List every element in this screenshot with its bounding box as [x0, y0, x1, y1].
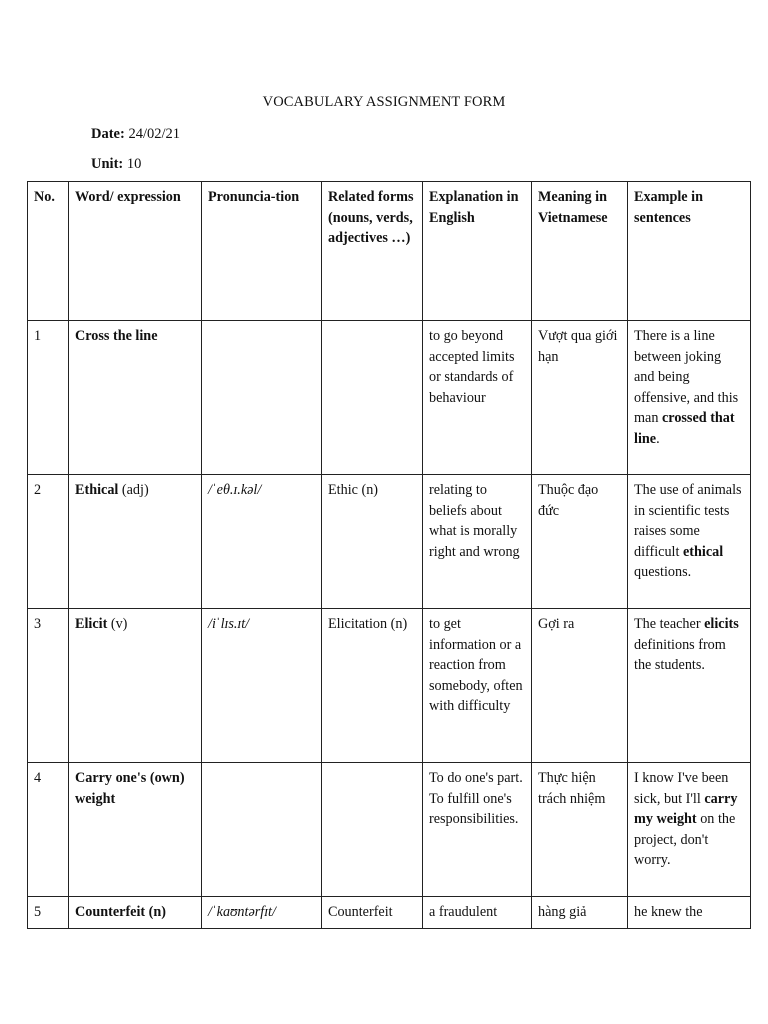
row-related-forms: Ethic (n): [322, 475, 423, 609]
row-explanation: to go beyond accepted limits or standards of behaviour: [423, 321, 532, 475]
row-meaning: Gợi ra: [532, 609, 628, 763]
example-text: he knew the: [634, 904, 703, 920]
part-of-speech: (adj): [121, 482, 149, 498]
example-text: The teacher: [634, 616, 705, 632]
row-example: [628, 609, 751, 763]
unit-line: [91, 156, 141, 173]
example-text-end: questions.: [634, 564, 692, 581]
row-related-forms: Counterfeit: [322, 897, 423, 929]
table-row: [28, 321, 751, 475]
row-number: 5: [28, 897, 69, 929]
table-row: [28, 897, 751, 929]
word-text: Ethical: [75, 482, 119, 498]
example-highlight: elicits: [704, 616, 739, 632]
header-meaning: Meaning in Vietnamese: [532, 182, 628, 321]
row-pronunciation: [202, 763, 322, 897]
row-explanation: relating to beliefs about what is morally right and wrong: [423, 475, 532, 609]
example-text-end: definitions from the students.: [634, 636, 726, 674]
row-word: [69, 897, 202, 929]
date-line: [91, 126, 180, 143]
word-text: Elicit: [75, 616, 108, 632]
example-highlight: carry my weight: [634, 790, 738, 828]
date-label: Date:: [91, 126, 125, 142]
row-meaning: Thuộc đạo đức: [532, 475, 628, 609]
row-meaning: Vượt qua giới hạn: [532, 321, 628, 475]
row-meaning: Thực hiện trách nhiệm: [532, 763, 628, 897]
row-word: [69, 609, 202, 763]
row-pronunciation: [202, 321, 322, 475]
example-text: I know I've been sick, but I'll: [634, 770, 729, 807]
word-text: Counterfeit (n): [75, 904, 167, 920]
date-value: 24/02/21: [128, 126, 181, 142]
row-explanation: to get information or a reaction from somebody, often with difficulty: [423, 609, 532, 763]
example-text-end: on the project, don't worry.: [634, 811, 736, 869]
table-row: [28, 475, 751, 609]
row-word: [69, 321, 202, 475]
example-text: There is a line between joking and being offensive, and this man: [634, 328, 739, 427]
row-number: 3: [28, 609, 69, 763]
row-pronunciation: /ˈkaʊntərfɪt/: [202, 897, 322, 929]
header-explanation: Explanation in English: [423, 182, 532, 321]
unit-value: 10: [126, 156, 142, 172]
row-word: [69, 475, 202, 609]
word-text: Cross the line: [75, 328, 158, 344]
row-number: 4: [28, 763, 69, 897]
part-of-speech: (v): [110, 616, 128, 632]
row-related-forms: [322, 321, 423, 475]
row-number: 1: [28, 321, 69, 475]
row-number: 2: [28, 475, 69, 609]
header-no: No.: [28, 182, 69, 321]
row-example: [628, 763, 751, 897]
table-row: [28, 609, 751, 763]
vocabulary-table: [27, 181, 751, 929]
row-pronunciation: /iˈlɪs.ɪt/: [202, 609, 322, 763]
row-related-forms: Elicitation (n): [322, 609, 423, 763]
unit-label: Unit:: [91, 156, 124, 172]
example-text: The use of animals in scientific tests raises some difficult: [634, 482, 742, 560]
row-meaning: hàng giả: [532, 897, 628, 929]
row-related-forms: [322, 763, 423, 897]
header-related-forms: Related forms (nouns, verds, adjectives …): [322, 182, 423, 321]
header-row: [28, 182, 751, 321]
row-example: [628, 475, 751, 609]
table-row: [28, 763, 751, 897]
row-explanation: a fraudulent: [423, 897, 532, 929]
row-example: [628, 897, 751, 929]
row-pronunciation: /ˈeθ.ɪ.kəl/: [202, 475, 322, 609]
word-text: Carry one's (own) weight: [75, 770, 185, 807]
example-highlight: ethical: [683, 543, 724, 560]
header-example: Example in sentences: [628, 182, 751, 321]
example-highlight: crossed that line: [634, 410, 735, 447]
header-pronunciation: Pronuncia-tion: [202, 182, 322, 321]
form-title: VOCABULARY ASSIGNMENT FORM: [262, 94, 506, 110]
row-example: [628, 321, 751, 475]
row-word: [69, 763, 202, 897]
example-text-end: .: [656, 430, 660, 447]
row-explanation: To do one's part. To fulfill one's responsibilities.: [423, 763, 532, 897]
header-word: Word/ expression: [69, 182, 202, 321]
